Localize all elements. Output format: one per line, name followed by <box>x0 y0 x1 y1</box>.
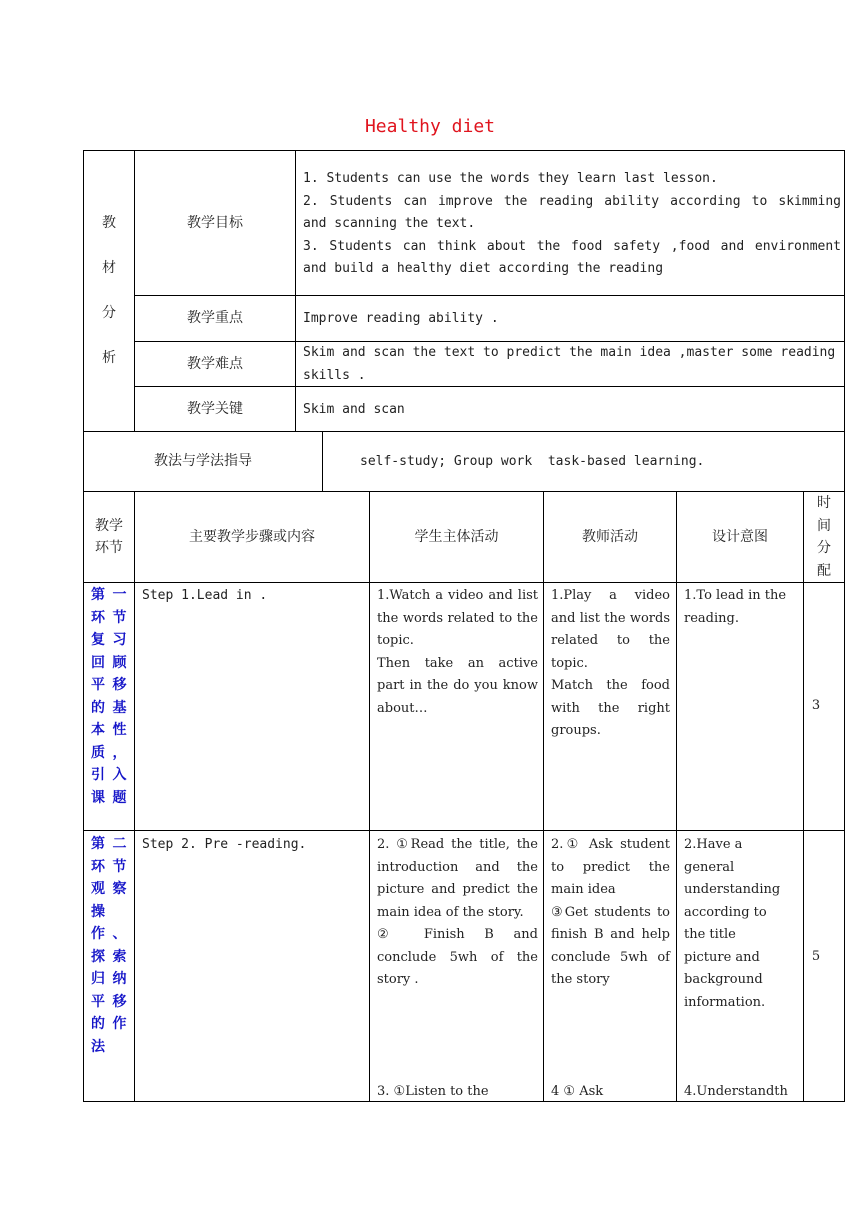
row1-teacher: 1.Play a video and list the words related to the topic. Match the food with the right groups. <box>551 588 670 738</box>
key-content: Skim and scan <box>303 402 405 417</box>
row2-teacher: 2.① Ask student to predict the main idea ③Get students to finish B and help conclude 5wh of the story <box>551 837 670 987</box>
key-label: 教学关键 <box>187 400 243 417</box>
header-stage: 教学 环节 <box>95 517 123 556</box>
difficulties-content: Skim and scan the text to predict the main idea ,master some reading skills . <box>303 345 836 383</box>
method-label: 教法与学法指导 <box>154 453 252 470</box>
row2-stage: 第二环节观察操作、探索归纳平移的作法 <box>91 836 127 1055</box>
row1-design: 1.To lead in the reading. <box>684 588 787 626</box>
row2-teacher-continued: 4 ① Ask <box>551 1084 604 1099</box>
objectives-label: 教学目标 <box>187 214 243 231</box>
row2-time: 5 <box>811 949 821 965</box>
method-content: self-study; Group work task-based learning. <box>360 454 705 469</box>
objectives-content: 1. Students can use the words they learn last lesson. 2. Students can improve the reading ability according to skimming and scanning the text. 3. Students can think about the food safety ,food and environment and build a healthy diet according the reading <box>303 171 841 276</box>
row2-student: 2. ①Read the title, the introduction and the picture and predict the main idea of the story. ② Finish B and conclude 5wh of the story . <box>377 837 538 987</box>
row1-step: Step 1.Lead in . <box>142 588 268 603</box>
header-design: 设计意图 <box>712 528 768 545</box>
analysis-group-label: 教 材 分 析 <box>102 215 116 367</box>
header-student: 学生主体活动 <box>414 528 499 545</box>
header-steps: 主要教学步骤或内容 <box>189 528 315 545</box>
key-points-label: 教学重点 <box>187 310 243 327</box>
row2-student-continued: 3. ①Listen to the <box>377 1084 489 1099</box>
header-time: 时 间 分 配 <box>817 495 831 579</box>
header-teacher: 教师活动 <box>582 528 638 545</box>
row2-design: 2.Have a general understanding according to the title picture and background information. <box>684 837 781 1010</box>
row1-time: 3 <box>811 698 821 714</box>
row2-step: Step 2. Pre -reading. <box>142 837 307 852</box>
row1-student: 1.Watch a video and list the words related to the topic. Then take an active part in the do you know about… <box>377 588 538 716</box>
document-title: Healthy diet <box>364 116 496 137</box>
key-points-content: Improve reading ability . <box>303 311 499 326</box>
row2-design-continued: 4.Understandth <box>684 1084 788 1099</box>
row1-stage: 第一环节复习回顾平移的基本性质，引入课题 <box>91 587 127 806</box>
difficulties-label: 教学难点 <box>187 355 243 372</box>
